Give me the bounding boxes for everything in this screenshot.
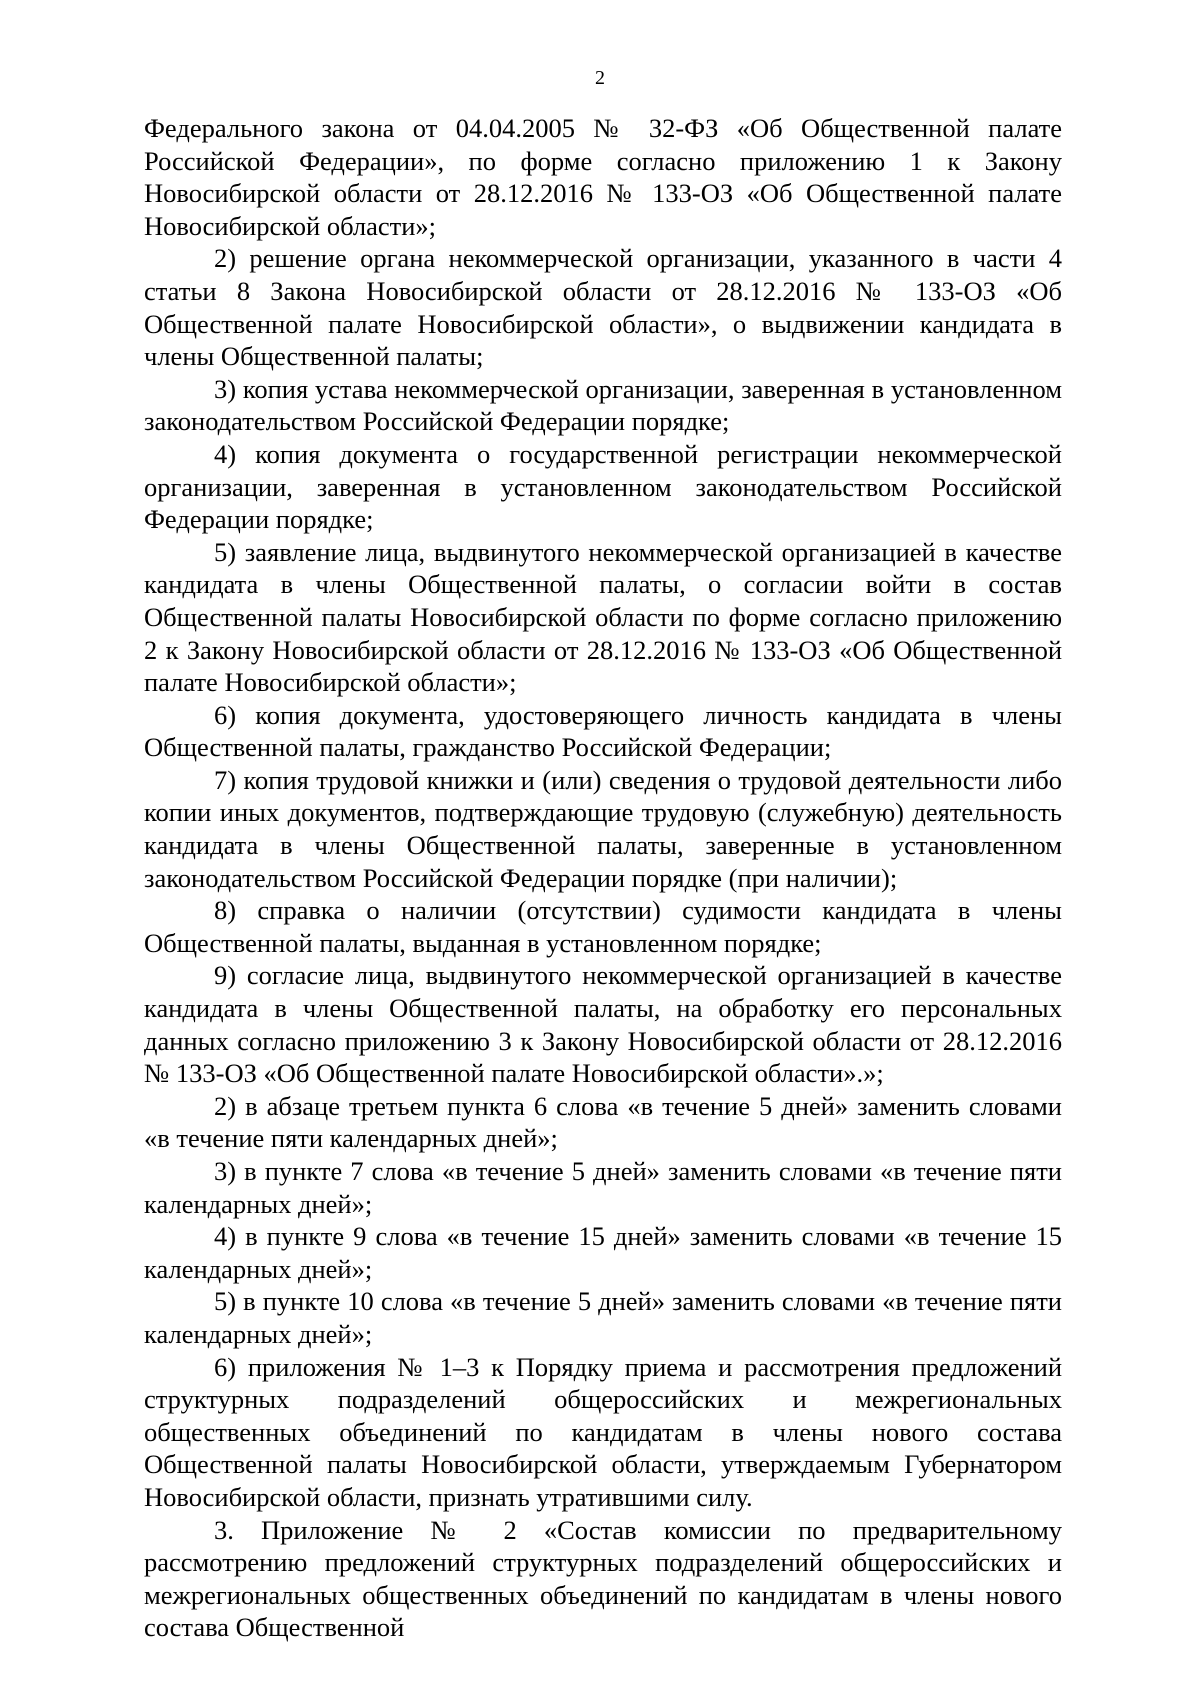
list-item-6: 6) копия документа, удостоверяющего личность кандидата в члены Общественной палаты, гражданство Российской Федерации; xyxy=(144,699,1062,763)
page-number: 2 xyxy=(595,67,605,89)
amendment-item-2: 2) в абзаце третьем пункта 6 слова «в течение 5 дней» заменить словами «в течение пяти календарных дней»; xyxy=(144,1090,1062,1154)
amendment-item-6: 6) приложения № 1–3 к Порядку приема и рассмотрения предложений структурных подразделений общероссийских и межрегиональных общественных объединений по кандидатам в члены нового состава Общественной палаты Новосибирской области, утверждаемым Губернатором Новосибирской области, признать утратившими силу. xyxy=(144,1351,1062,1512)
document-body xyxy=(144,112,1062,1644)
list-item-3: 3) копия устава некоммерческой организации, заверенная в установленном законодательством Российской Федерации порядке; xyxy=(144,373,1062,437)
list-item-4: 4) копия документа о государственной регистрации некоммерческой организации, заверенная в установленном законодательством Российской Федерации порядке; xyxy=(144,438,1062,535)
list-item-2: 2) решение органа некоммерческой организации, указанного в части 4 статьи 8 Закона Новосибирской области от 28.12.2016 № 133-ОЗ «Об Общественной палате Новосибирской области», о выдвижении кандидата в члены Общественной палаты; xyxy=(144,243,1062,372)
amendment-item-5: 5) в пункте 10 слова «в течение 5 дней» заменить словами «в течение пяти календарных дней»; xyxy=(144,1286,1062,1349)
list-item-8: 8) справка о наличии (отсутствии) судимости кандидата в члены Общественной палаты, выданная в установленном порядке; xyxy=(144,895,1062,958)
section-3-paragraph: 3. Приложение № 2 «Состав комиссии по предварительному рассмотрению предложений структурных подразделений общероссийских и межрегиональных общественных объединений по кандидатам в члены нового состава Общественной xyxy=(144,1514,1062,1643)
amendment-item-4: 4) в пункте 9 слова «в течение 15 дней» заменить словами «в течение 15 календарных дней»; xyxy=(144,1221,1062,1284)
amendment-item-3: 3) в пункте 7 слова «в течение 5 дней» заменить словами «в течение пяти календарных дней»; xyxy=(144,1156,1062,1219)
list-item-9: 9) согласие лица, выдвинутого некоммерческой организацией в качестве кандидата в члены Общественной палаты, на обработку его персональных данных согласно приложению 3 к Закону Новосибирской области от 28.12.2016 № 133-ОЗ «Об Общественной палате Новосибирской области».»; xyxy=(144,960,1062,1089)
paragraph-continuation: Федерального закона от 04.04.2005 № 32-ФЗ «Об Общественной палате Российской Федерации», по форме согласно приложению 1 к Закону Новосибирской области от 28.12.2016 № 133-ОЗ «Об Общественной палате Новосибирской области»; xyxy=(144,113,1062,241)
list-item-7: 7) копия трудовой книжки и (или) сведения о трудовой деятельности либо копии иных документов, подтверждающие трудовую (служебную) деятельность кандидата в члены Общественной палаты, заверенные в установленном законодательством Российской Федерации порядке (при наличии); xyxy=(144,764,1062,893)
list-item-5: 5) заявление лица, выдвинутого некоммерческой организацией в качестве кандидата в члены Общественной палаты, о согласии войти в состав Общественной палаты Новосибирской области по форме согласно приложению 2 к Закону Новосибирской области от 28.12.2016 № 133-ОЗ «Об Общественной палате Новосибирской области»; xyxy=(144,536,1062,698)
